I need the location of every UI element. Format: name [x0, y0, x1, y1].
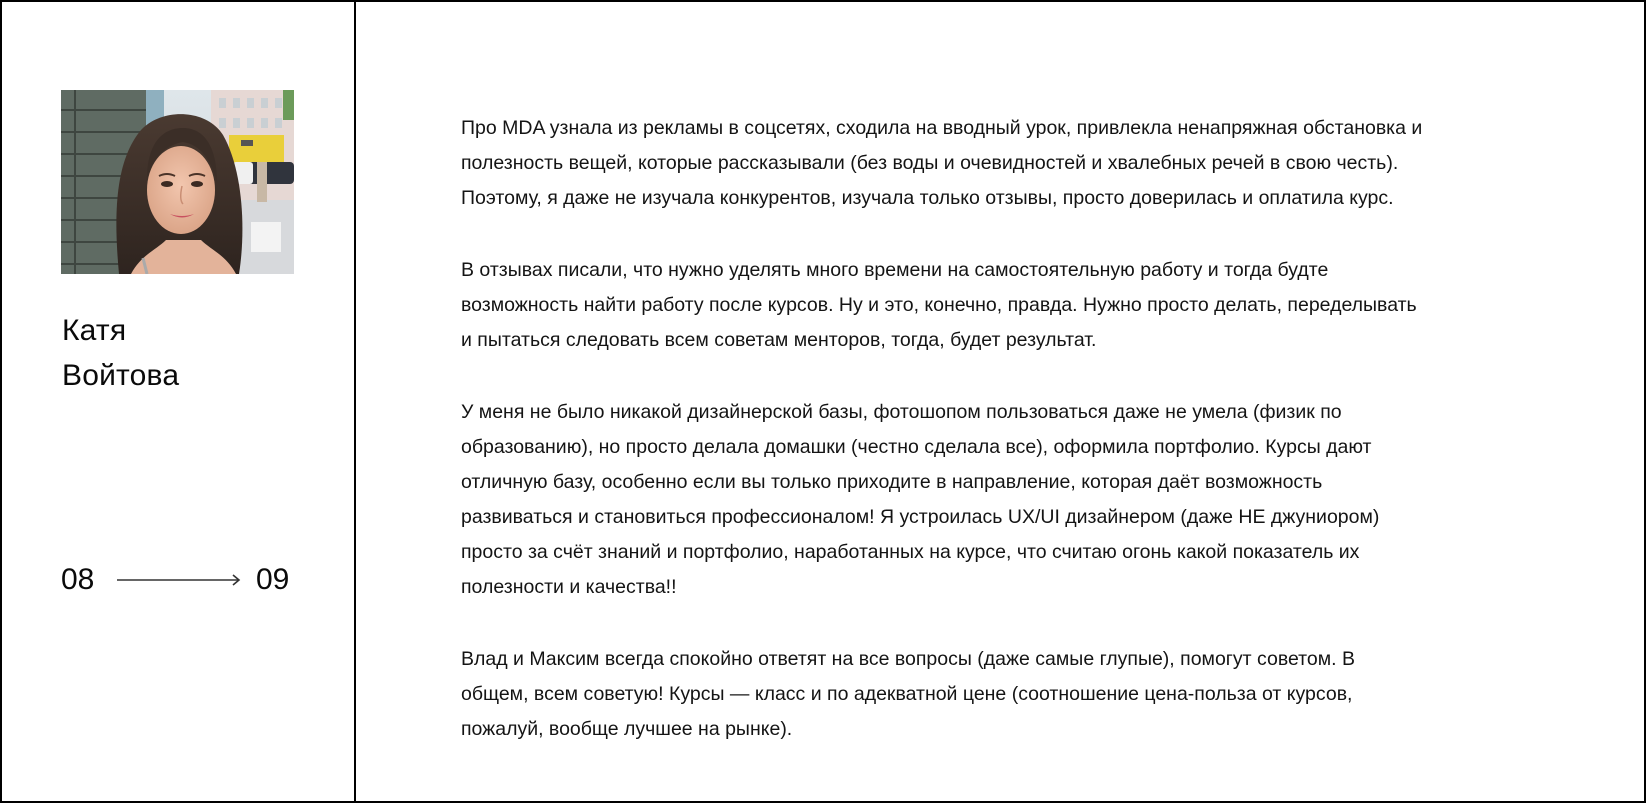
text-line: У меня не было никакой дизайнерской базы, фотошопом пользоваться даже не умела (физик по: [461, 401, 1342, 423]
review-paragraph: [461, 253, 1581, 358]
review-paragraph: [461, 642, 1581, 747]
text-line: общем, всем советую! Курсы — класс и по адекватной цене (соотношение цена-польза от курсов,: [461, 683, 1353, 705]
reviewer-last-name: Войтова: [62, 359, 180, 392]
text-line: развиваться и становиться профессионалом! Я устроилась UX/UI дизайнером (даже НЕ джуниором): [461, 506, 1380, 528]
text-line: образованию), но просто делала домашки (честно сделала все), оформила портфолио. Курсы дают: [461, 436, 1372, 458]
text-line: полезности и качества!!: [461, 576, 677, 598]
text-line: пожалуй, вообще лучшее на рынке).: [461, 718, 793, 740]
text-line: Влад и Максим всегда спокойно ответят на все вопросы (даже самые глупые), помогут советом. В: [461, 648, 1355, 670]
reviewer-sidebar: [0, 0, 354, 803]
reviewer-photo: [61, 90, 294, 274]
text-line: и пытаться следовать всем советам менторов, тогда, будет результат.: [461, 329, 1097, 351]
review-paragraph: [461, 111, 1581, 216]
text-line: В отзывах писали, что нужно уделять много времени на самостоятельную работу и тогда будте: [461, 259, 1329, 281]
text-line: отличную базу, особенно если вы только приходите в направление, которая даёт возможность: [461, 471, 1323, 493]
text-line: Поэтому, я даже не изучала конкурентов, изучала только отзывы, просто доверилась и оплатила курс.: [461, 187, 1394, 209]
portrait-image: [61, 90, 294, 274]
text-line: возможность найти работу после курсов. Ну и это, конечно, правда. Нужно просто делать, переделывать: [461, 294, 1417, 316]
text-line: Про MDA узнала из рекламы в соцсетях, сходила на вводный урок, привлекла ненапряжная обстановка и: [461, 117, 1423, 139]
next-page-number[interactable]: 09: [256, 563, 290, 596]
reviewer-first-name: Катя: [62, 314, 127, 347]
long-arrow-right-icon[interactable]: [117, 574, 241, 586]
current-page-number: 08: [61, 563, 95, 596]
reviewer-name: [62, 308, 179, 398]
text-line: полезность вещей, которые рассказывали (без воды и очевидностей и хвалебных речей в свою честь).: [461, 152, 1399, 174]
review-text: [461, 111, 1581, 784]
review-paragraph: [461, 395, 1581, 605]
text-line: просто за счёт знаний и портфолио, наработанных на курсе, что считаю огонь какой показатель их: [461, 541, 1360, 563]
column-divider: [354, 0, 356, 803]
review-pager: [61, 562, 301, 598]
